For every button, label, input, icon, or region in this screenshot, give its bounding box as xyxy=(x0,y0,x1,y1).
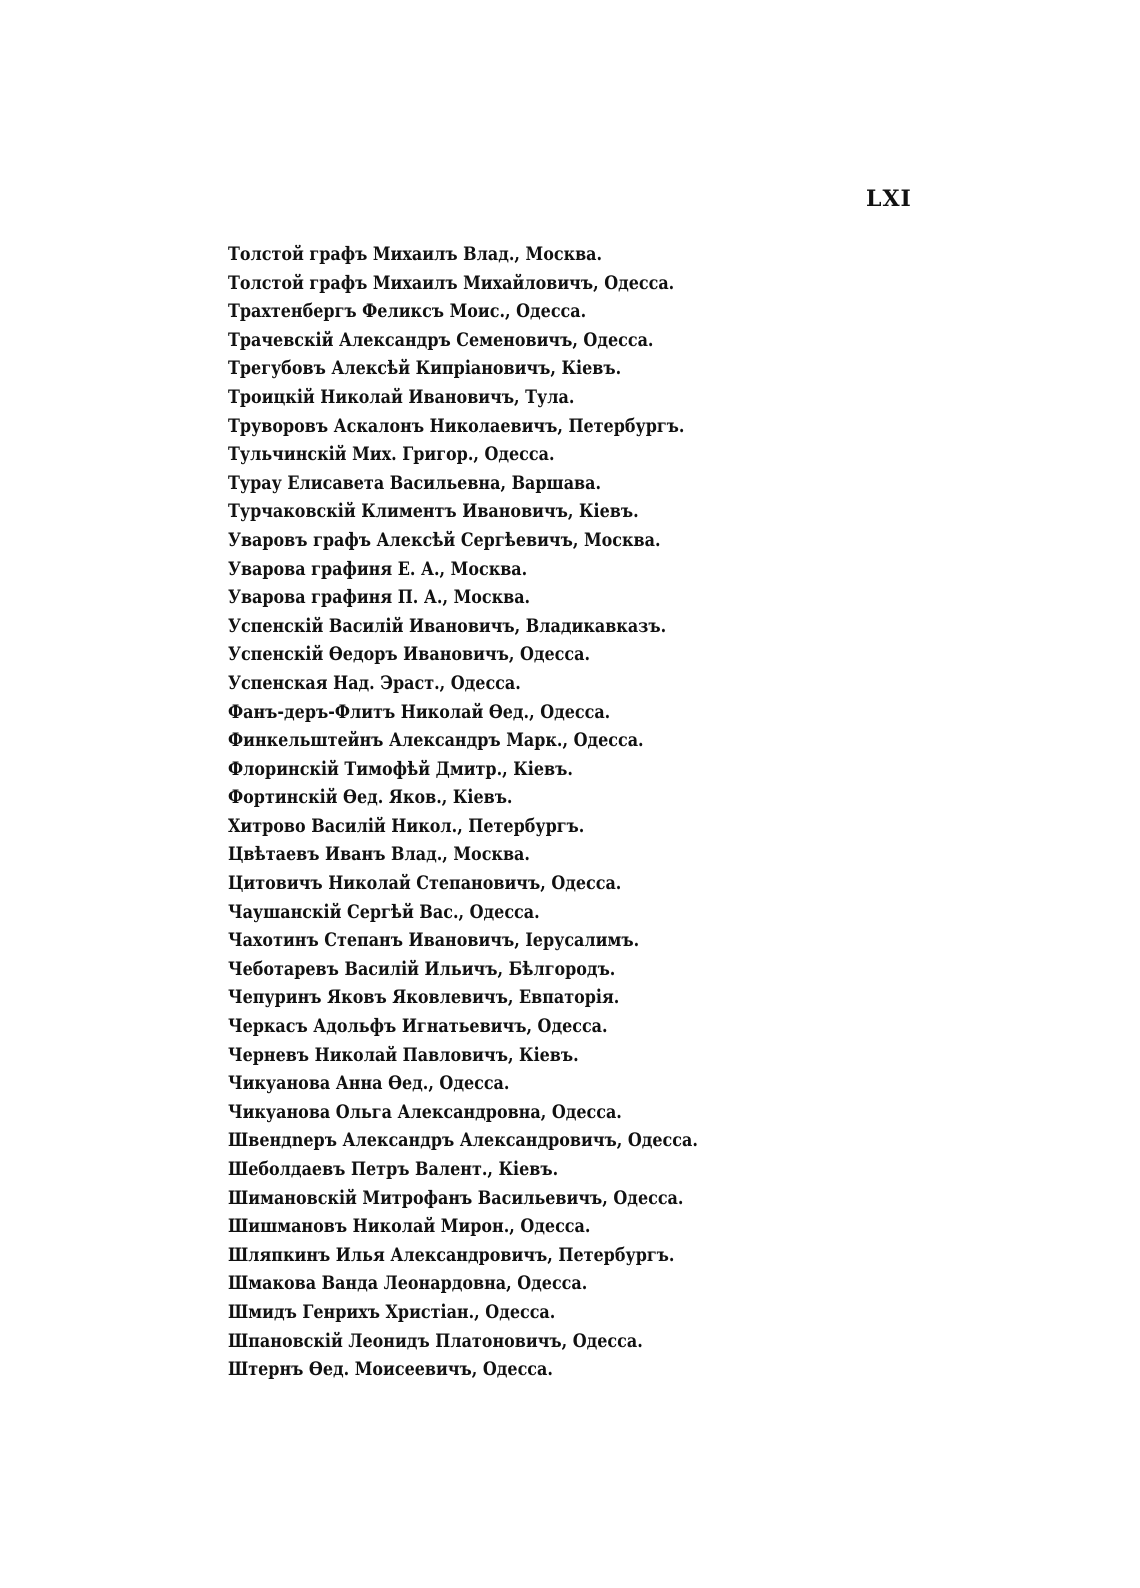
list-item: Чахотинъ Степанъ Ивановичъ, Іерусалимъ. xyxy=(228,929,640,952)
list-item: Шмакова Ванда Леонардовна, Одесса. xyxy=(228,1272,588,1295)
list-item: Тульчинскій Мих. Григор., Одесса. xyxy=(228,443,555,466)
list-item: Шляпкинъ Илья Александровичъ, Петербургъ. xyxy=(228,1243,675,1266)
list-item: Трахтенбергъ Феликсъ Моис., Одесса. xyxy=(228,300,587,323)
list-item: Шишмановъ Николай Мирон., Одесса. xyxy=(228,1215,591,1238)
list-item: Флоринскій Тимофѣй Дмитр., Кіевъ. xyxy=(228,757,573,780)
list-item: Черкасъ Адольфъ Игнатьевичъ, Одесса. xyxy=(228,1015,608,1038)
list-item: Чеботаревъ Василій Ильичъ, Бѣлгородъ. xyxy=(228,957,616,980)
list-item: Фанъ-деръ-Флитъ Николай Ѳед., Одесса. xyxy=(228,700,611,723)
list-item: Финкельштейнъ Александръ Марк., Одесса. xyxy=(228,729,644,752)
list-item: Турчаковскій Климентъ Ивановичъ, Кіевъ. xyxy=(228,500,639,523)
list-item: Толстой графъ Михаилъ Влад., Москва. xyxy=(228,243,603,265)
list-item: Троицкій Николай Ивановичъ, Тула. xyxy=(228,385,575,408)
list-item: Уварова графиня П. А., Москва. xyxy=(228,586,531,609)
list-item: Хитрово Василій Никол., Петербургъ. xyxy=(228,814,585,837)
list-item: Цитовичъ Николай Степановичъ, Одесса. xyxy=(228,872,622,895)
list-item: Шимановскій Митрофанъ Васильевичъ, Одесса. xyxy=(228,1186,684,1209)
list-item: Чикуанова Ольга Александровна, Одесса. xyxy=(228,1100,622,1123)
list-item: Шмидъ Генрихъ Христіан., Одесса. xyxy=(228,1300,556,1323)
list-item: Шеболдаевъ Петръ Валент., Кіевъ. xyxy=(228,1158,559,1180)
list-item: Уваровъ графъ Алексѣй Сергѣевичъ, Москва. xyxy=(228,528,661,551)
list-item: Штернъ Ѳед. Моисеевичъ, Одесса. xyxy=(228,1358,553,1381)
list-item: Фортинскій Ѳед. Яков., Кіевъ. xyxy=(228,786,513,809)
list-item: Успенская Над. Эраст., Одесса. xyxy=(228,671,521,694)
list-item: Толстой графъ Михаилъ Михайловичъ, Одесса. xyxy=(228,271,675,294)
list-item: Шпановскій Леонидъ Платоновичъ, Одесса. xyxy=(228,1329,643,1352)
list-item: Чаушанскій Сергѣй Вас., Одесса. xyxy=(228,900,540,923)
list-item: Трачевскій Александръ Семеновичъ, Одесса. xyxy=(228,328,654,351)
list-item: Швендnеръ Александръ Александровичъ, Одесса. xyxy=(228,1129,698,1152)
list-item: Успенскій Ѳедоръ Ивановичъ, Одесса. xyxy=(228,643,591,666)
list-item: Уварова графиня Е. А., Москва. xyxy=(228,557,528,580)
member-list xyxy=(228,240,988,1384)
list-item: Успенскій Василій Ивановичъ, Владикавказъ. xyxy=(228,614,667,637)
list-item: Чепуринъ Яковъ Яковлевичъ, Евпаторія. xyxy=(228,986,620,1009)
list-item: Цвѣтаевъ Иванъ Влад., Москва. xyxy=(228,843,530,866)
list-item: Чикуанова Анна Ѳед., Одесса. xyxy=(228,1072,510,1095)
list-item: Трегубовъ Алексѣй Кипріановичъ, Кіевъ. xyxy=(228,357,622,380)
list-item: Черневъ Николай Павловичъ, Кіевъ. xyxy=(228,1043,579,1066)
list-item: Труворовъ Аскалонъ Николаевичъ, Петербургъ. xyxy=(228,414,685,437)
list-item: Турау Елисавета Васильевна, Варшава. xyxy=(228,471,602,494)
page-number: LXI xyxy=(866,186,912,212)
